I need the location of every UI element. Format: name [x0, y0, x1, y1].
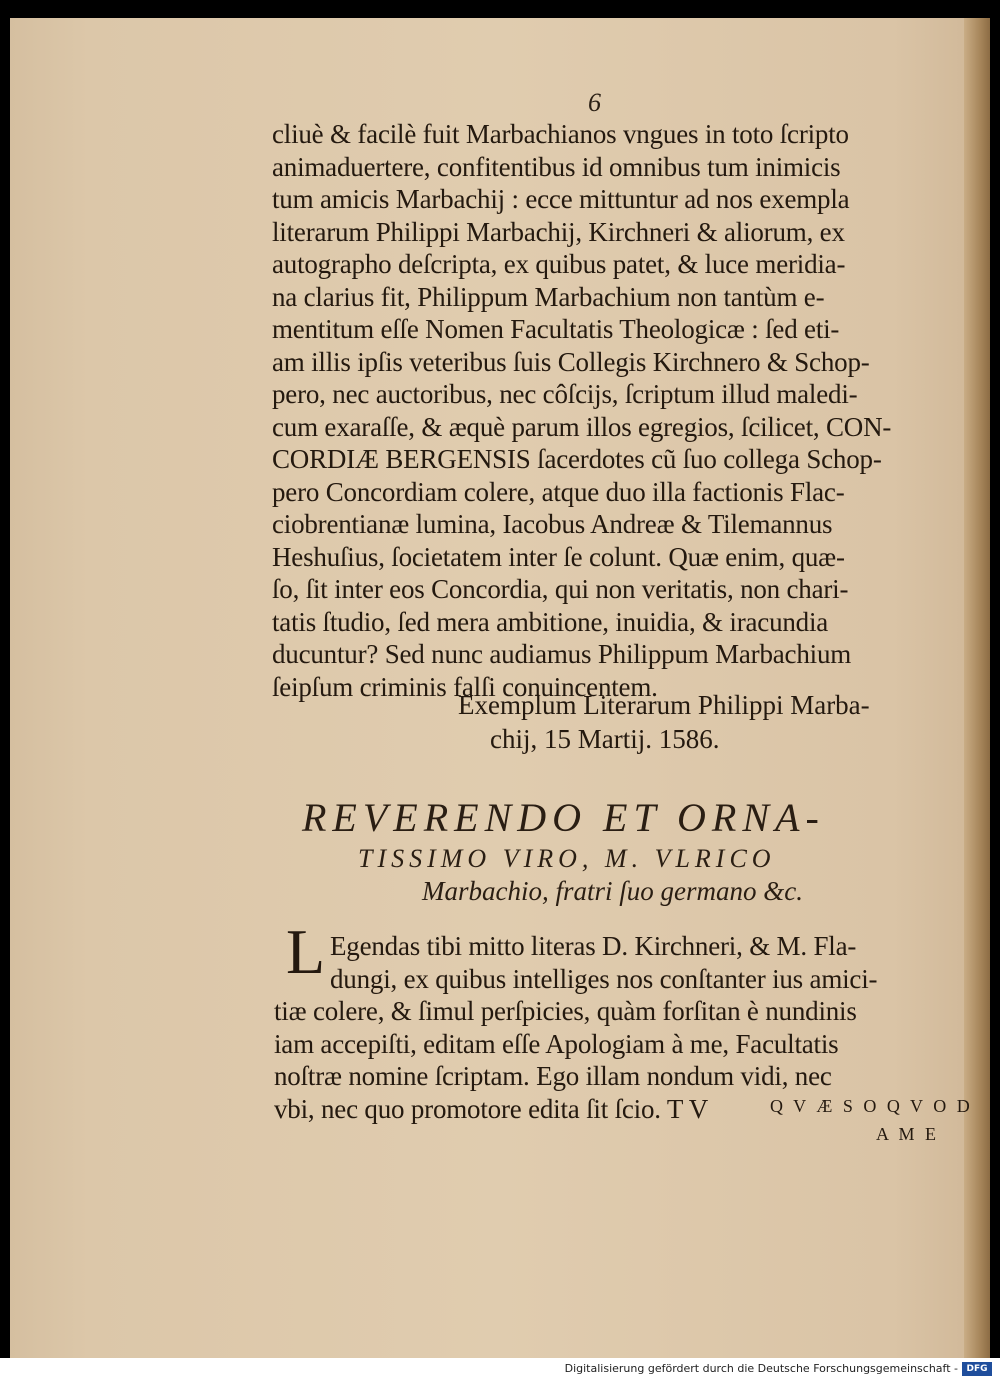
text-line: dungi, ex quibus intelliges nos conſtanter ius amici- — [330, 963, 878, 994]
text-line: cum exaraſſe, & æquè parum illos egregios, ſcilicet, CON- — [272, 411, 892, 442]
text-line: na clarius fit, Philippum Marbachium non tantùm e- — [272, 281, 825, 312]
text-line: noſtræ nomine ſcriptam. Ego illam nondum vidi, nec — [274, 1061, 832, 1091]
salutation-subheading: Marbachio, fratri ſuo germano &c. — [422, 876, 803, 906]
funding-notice: Digitalisierung gefördert durch die Deutsche Forschungsgemeinschaft - — [564, 1362, 958, 1375]
text-line: pero, nec auctoribus, nec côſcijs, ſcriptum illud maledi- — [272, 379, 858, 409]
text-line: tum amicis Marbachij : ecce mittuntur ad nos exempla — [272, 184, 850, 214]
exemplum-date: chij, 15 Martij. 1586. — [490, 724, 720, 754]
page-edge — [964, 18, 990, 1358]
text-line: mentitum eſſe Nomen Facultatis Theologicæ : ſed eti- — [272, 314, 840, 344]
text-line: am illis ipſis veteribus ſuis Collegis Kirchnero & Schop- — [272, 346, 870, 377]
salutation-heading: TISSIMO VIRO, M. VLRICO — [358, 844, 776, 873]
text-line: ſeipſum criminis falſi conuincentem. — [272, 671, 658, 702]
text-line: pero Concordiam colere, atque duo illa factionis Flac- — [272, 476, 845, 507]
text-line: ſo, ſit inter eos Concordia, qui non veritatis, non chari- — [272, 574, 849, 604]
text-line: tatis ſtudio, ſed mera ambitione, inuidia, & iracundia — [272, 606, 829, 637]
catchword: A M E — [876, 1124, 940, 1144]
text-line: tiæ colere, & ſimul perſpicies, quàm forſitan è nundinis — [274, 996, 857, 1026]
page-number: 6 — [588, 88, 601, 117]
exemplum-title: Exemplum Literarum Philippi Marba- — [458, 690, 870, 720]
text-line: Egendas tibi mitto literas D. Kirchneri, & M. Fla- — [330, 931, 857, 961]
text-line: iam accepiſti, editam eſſe Apologiam à me, Facultatis — [274, 1028, 839, 1059]
text-line: ducuntur? Sed nunc audiamus Philippum Marbachium — [272, 639, 852, 669]
dfg-logo-icon: DFG — [962, 1362, 992, 1376]
text-line: CORDIÆ BERGENSIS ſacerdotes cũ ſuo collega Schop- — [272, 444, 882, 474]
text-line: animaduertere, confitentibus id omnibus tum inimicis — [272, 151, 841, 182]
body-text — [272, 118, 891, 703]
salutation-heading: REVERENDO ET ORNA- — [302, 795, 825, 840]
text-line: cliuè & facilè fuit Marbachianos vngues in toto ſcripto — [272, 119, 849, 149]
catchword: Q V Æ S O Q V O D — [770, 1096, 973, 1116]
text-line: Heshuſius, ſocietatem inter ſe colunt. Quæ enim, quæ- — [272, 541, 845, 572]
text-line: vbi, nec quo promotore edita ſit ſcio. T V — [274, 1093, 709, 1124]
text-line: ciobrentianæ lumina, Iacobus Andreæ & Tilemannus — [272, 509, 833, 539]
text-line: autographo deſcripta, ex quibus patet, & luce meridia- — [272, 249, 846, 279]
drop-cap: L — [286, 916, 326, 987]
text-line: literarum Philippi Marbachij, Kirchneri & aliorum, ex — [272, 216, 845, 247]
scanned-page — [10, 18, 990, 1358]
